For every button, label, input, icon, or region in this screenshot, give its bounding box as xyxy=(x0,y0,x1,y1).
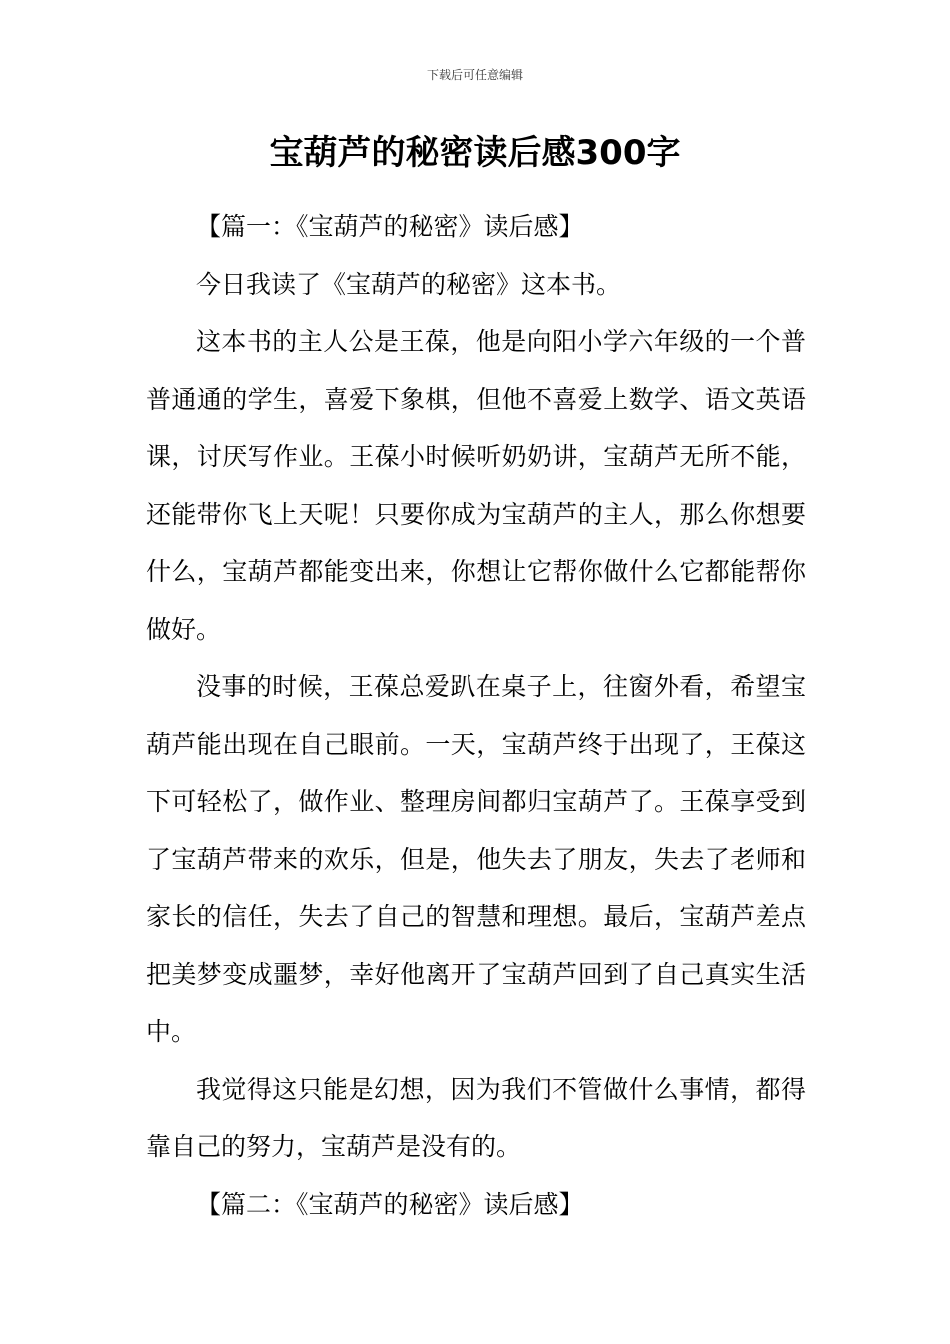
paragraph-story: 没事的时候，王葆总爱趴在桌子上，往窗外看，希望宝葫芦能出现在自己眼前。一天，宝葫芦终于出现了，王葆这下可轻松了，做作业、整理房间都归宝葫芦了。王葆享受到了宝葫芦带来的欢乐，但是，他失去了朋友，失去了老师和家长的信任，失去了自己的智慧和理想。最后，宝葫芦差点把美梦变成噩梦，幸好他离开了宝葫芦回到了自己真实生活中。 xyxy=(146,672,806,1046)
section-heading-1: 【篇一：《宝葫芦的秘密》读后感】 xyxy=(196,212,584,241)
page-header-note: 下载后可任意编辑 xyxy=(426,68,523,82)
paragraph-intro: 今日我读了《宝葫芦的秘密》这本书。 xyxy=(196,269,622,299)
section-heading-2: 【篇二：《宝葫芦的秘密》读后感】 xyxy=(196,1189,584,1219)
paragraph-protagonist: 这本书的主人公是王葆，他是向阳小学六年级的一个普普通通的学生，喜爱下象棋，但他不喜爱上数学、语文英语课，讨厌写作业。王葆小时候听奶奶讲，宝葫芦无所不能，还能带你飞上天呢！只要你成为宝葫芦的主人，那么你想要什么，宝葫芦都能变出来，你想让它帮你做什么它都能帮你做好。 xyxy=(146,327,806,644)
paragraph-conclusion: 我觉得这只能是幻想，因为我们不管做什么事情，都得靠自己的努力，宝葫芦是没有的。 xyxy=(146,1074,806,1161)
document-body xyxy=(146,198,806,1233)
document-title: 宝葫芦的秘密读后感300字 xyxy=(269,133,681,173)
